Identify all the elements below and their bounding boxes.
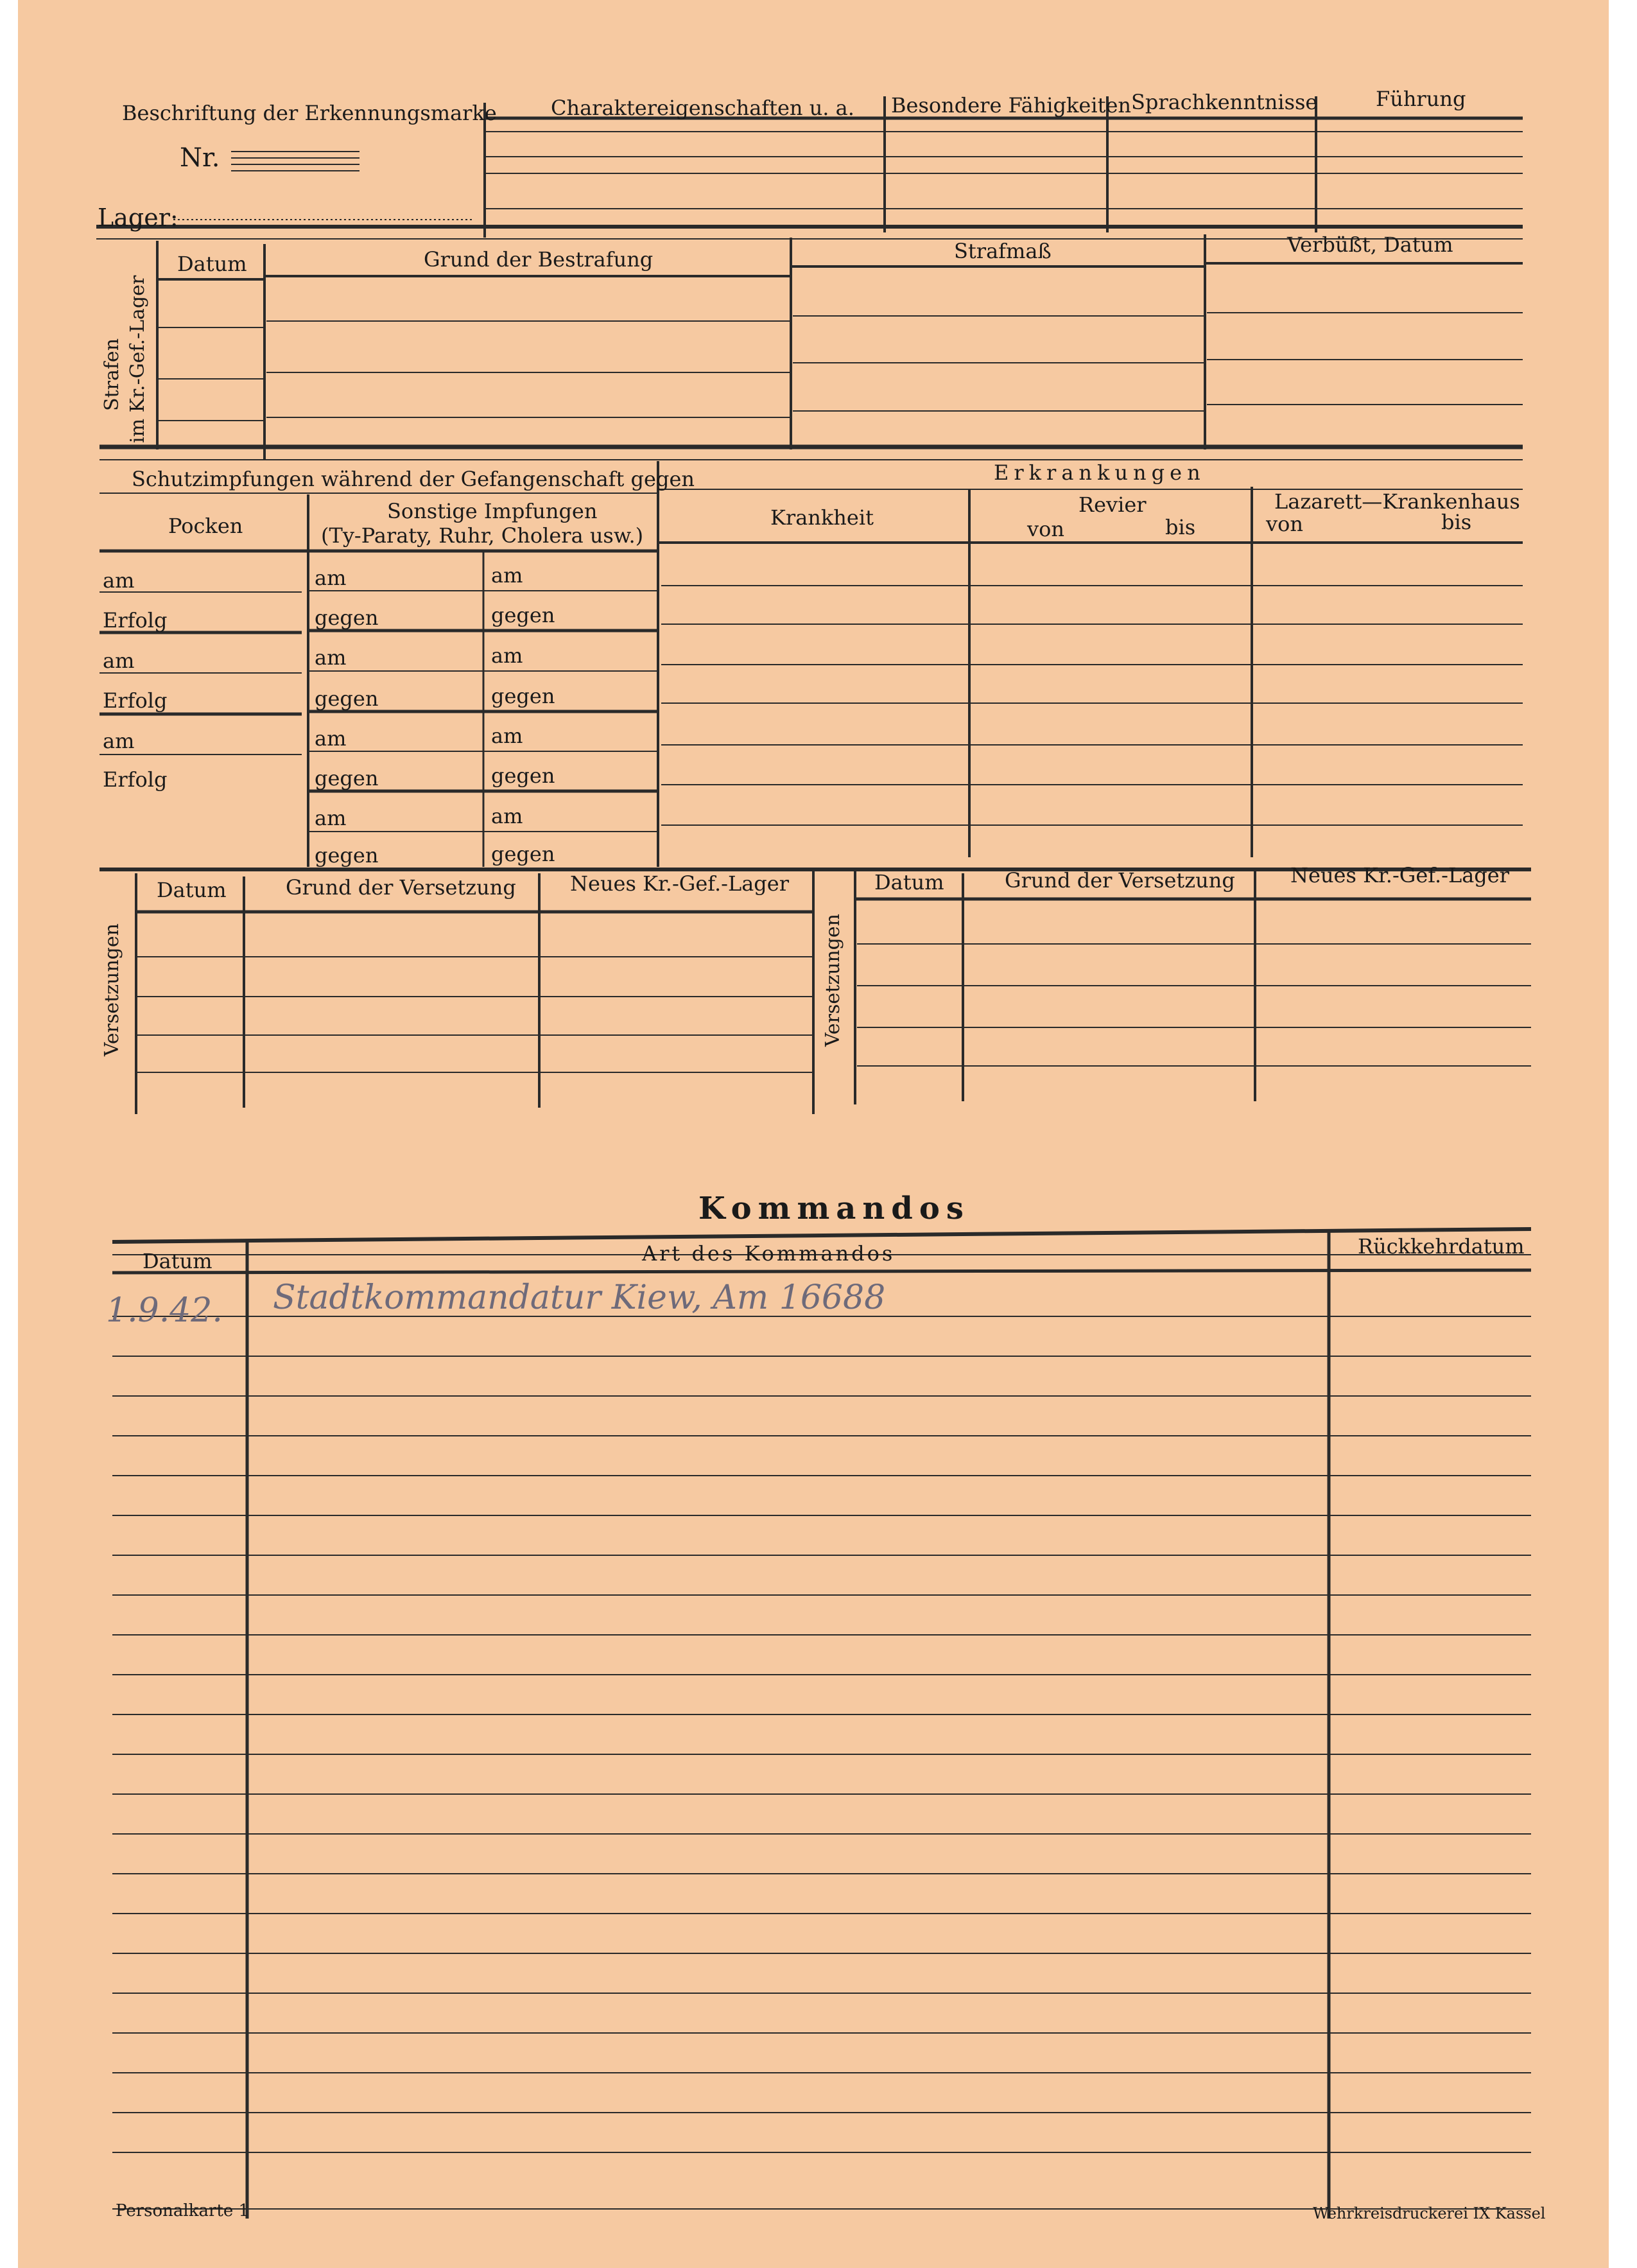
verbuesst-header: Verbüßt, Datum <box>1287 232 1453 257</box>
pocken-am-1: am <box>103 568 135 593</box>
charakter-header: Charaktereigenschaften u. a. <box>551 96 854 120</box>
sonstige-gegen-4b: gegen <box>491 842 555 866</box>
sonstige-gegen-3a: gegen <box>315 766 379 790</box>
versetzung-datum-left: Datum <box>157 878 227 902</box>
pocken-erfolg-1: Erfolg <box>103 608 168 632</box>
pocken-header: Pocken <box>168 514 243 538</box>
kommandos-datum-header: Datum <box>143 1249 212 1273</box>
kommandos-title: Kommandos <box>698 1191 970 1226</box>
versetzung-neues-right: Neues Kr.-Gef.-Lager <box>1290 863 1509 887</box>
sonstige-am-3a: am <box>315 726 347 751</box>
nr-label: Nr. <box>180 143 220 173</box>
faehigkeiten-header: Besondere Fähigkeiten <box>891 93 1131 118</box>
strafmass-header: Strafmaß <box>954 239 1052 263</box>
pocken-am-3: am <box>103 729 135 753</box>
impfungen-title: Schutzimpfungen während der Gefangenschaft gegen <box>132 467 695 491</box>
krankheit-header: Krankheit <box>770 505 874 530</box>
kommando-entry-text: Stadtkommandatur Kiew, Am 16688 <box>273 1278 886 1317</box>
sonstige-am-2b: am <box>491 643 523 668</box>
lager-label: Lager: <box>98 204 178 232</box>
revier-header: Revier <box>1078 493 1147 517</box>
pocken-erfolg-2: Erfolg <box>103 688 168 713</box>
sonstige-gegen-1a: gegen <box>315 606 379 630</box>
strafen-datum-header: Datum <box>177 252 247 276</box>
versetzung-grund-right: Grund der Versetzung <box>1005 868 1235 893</box>
strafen-side-label-2: im Kr.-Gef.-Lager <box>126 275 149 443</box>
sonstige-am-4b: am <box>491 804 523 828</box>
sonstige-gegen-3b: gegen <box>491 763 555 788</box>
lazarett-bis: bis <box>1441 510 1472 534</box>
pocken-am-2: am <box>103 649 135 673</box>
sonstige-am-4a: am <box>315 806 347 830</box>
kommando-entry-date: 1.9.42. <box>106 1291 223 1330</box>
versetzungen-side-left: Versetzungen <box>101 923 123 1056</box>
versetzung-datum-right: Datum <box>874 870 944 894</box>
sonstige-gegen-2a: gegen <box>315 686 379 711</box>
revier-von: von <box>1027 517 1064 541</box>
sonstige-am-1a: am <box>315 566 347 590</box>
sonstige-gegen-4a: gegen <box>315 843 379 868</box>
sonstige-am-3b: am <box>491 724 523 748</box>
sonstige-gegen-1b: gegen <box>491 603 555 627</box>
footer-left: Personalkarte 1 <box>116 2201 250 2220</box>
sprachen-header: Sprachkenntnisse <box>1131 90 1318 114</box>
sonstige-gegen-2b: gegen <box>491 684 555 708</box>
strafen-grund-header: Grund der Bestrafung <box>424 247 654 272</box>
lazarett-header: Lazarett—Krankenhaus <box>1274 489 1520 514</box>
strafen-side-label: Strafen <box>101 338 123 411</box>
erkrankungen-title: Erkrankungen <box>994 460 1206 485</box>
rueckkehr-header: Rückkehrdatum <box>1358 1234 1525 1259</box>
versetzung-grund-left: Grund der Versetzung <box>286 875 516 900</box>
fuehrung-header: Führung <box>1376 87 1466 111</box>
pocken-erfolg-3: Erfolg <box>103 767 168 792</box>
sonstige-header: Sonstige Impfungen <box>387 499 598 523</box>
lazarett-von: von <box>1266 512 1303 536</box>
sonstige-am-2a: am <box>315 645 347 670</box>
revier-bis: bis <box>1165 515 1196 539</box>
sonstige-header-2: (Ty-Paraty, Ruhr, Cholera usw.) <box>321 523 644 548</box>
kommandos-art-header: Art des Kommandos <box>642 1241 896 1266</box>
sonstige-am-1b: am <box>491 563 523 588</box>
versetzungen-side-right: Versetzungen <box>822 914 844 1047</box>
versetzung-neues-left: Neues Kr.-Gef.-Lager <box>570 871 789 896</box>
footer-right: Wehrkreisdruckerei IX Kassel <box>1313 2204 1546 2222</box>
erkennungsmarke-label: Beschriftung der Erkennungsmarke <box>122 101 497 125</box>
